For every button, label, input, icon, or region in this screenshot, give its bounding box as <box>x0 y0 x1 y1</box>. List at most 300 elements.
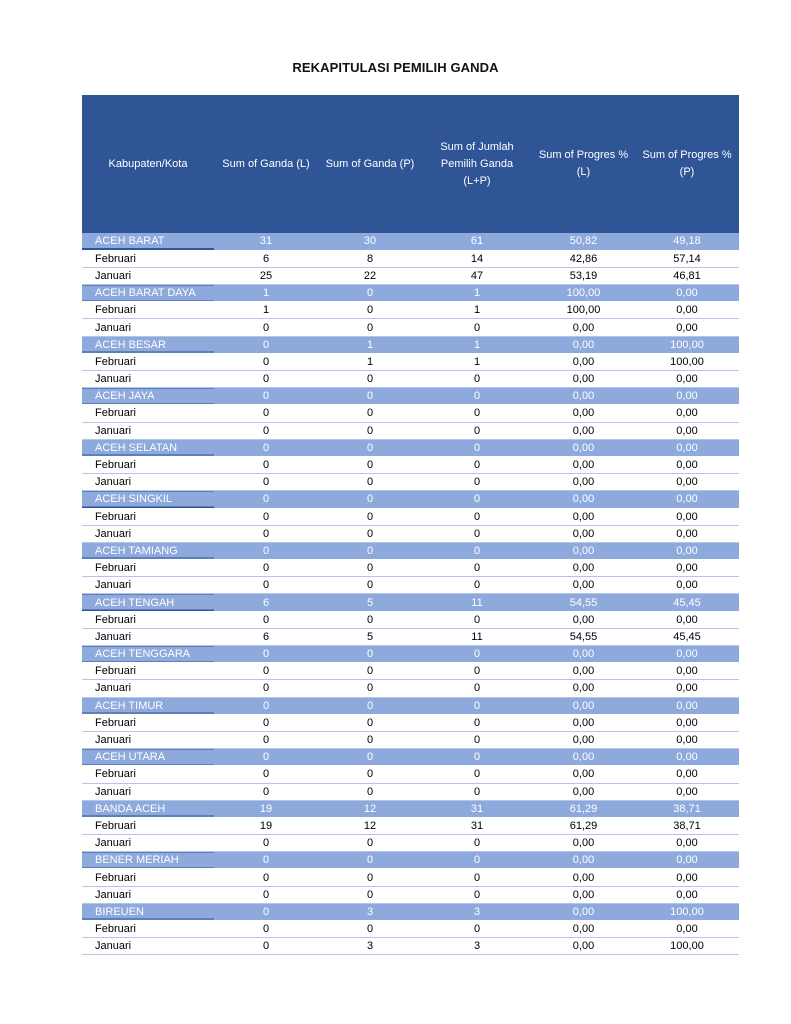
cell-jumlah: 0 <box>422 611 532 628</box>
cell-progres-p: 0,00 <box>635 646 739 663</box>
cell-ganda-p: 0 <box>318 714 422 731</box>
group-row <box>82 903 739 920</box>
cell-progres-l: 0,00 <box>532 783 635 800</box>
cell-ganda-p: 12 <box>318 800 422 817</box>
cell-progres-l: 0,00 <box>532 903 635 920</box>
month-row <box>82 474 739 491</box>
cell-kabupaten: Februari <box>82 302 214 319</box>
cell-jumlah: 3 <box>422 903 532 920</box>
cell-kabupaten: Februari <box>82 250 214 267</box>
cell-progres-p: 0,00 <box>635 388 739 405</box>
cell-kabupaten: Januari <box>82 267 214 284</box>
cell-ganda-p: 3 <box>318 903 422 920</box>
cell-kabupaten: Februari <box>82 921 214 938</box>
month-row <box>82 766 739 783</box>
month-row <box>82 560 739 577</box>
cell-ganda-l: 1 <box>214 285 318 302</box>
header-kabupaten: Kabupaten/Kota <box>82 95 214 233</box>
cell-progres-l: 0,00 <box>532 353 635 370</box>
cell-ganda-p: 5 <box>318 628 422 645</box>
month-row <box>82 663 739 680</box>
header-row <box>82 95 739 233</box>
cell-ganda-p: 0 <box>318 783 422 800</box>
header-progres-l <box>532 95 635 233</box>
cell-progres-p: 100,00 <box>635 938 739 955</box>
cell-ganda-l: 1 <box>214 302 318 319</box>
cell-progres-p: 0,00 <box>635 835 739 852</box>
cell-kabupaten: BANDA ACEH <box>82 800 214 817</box>
cell-kabupaten: Januari <box>82 577 214 594</box>
cell-progres-l: 0,00 <box>532 371 635 388</box>
cell-progres-l: 0,00 <box>532 869 635 886</box>
month-row <box>82 921 739 938</box>
cell-ganda-p: 0 <box>318 680 422 697</box>
cell-ganda-p: 1 <box>318 353 422 370</box>
cell-progres-l: 100,00 <box>532 285 635 302</box>
cell-kabupaten: ACEH UTARA <box>82 749 214 766</box>
cell-kabupaten: Januari <box>82 474 214 491</box>
cell-jumlah: 1 <box>422 336 532 353</box>
cell-kabupaten: Januari <box>82 886 214 903</box>
cell-ganda-p: 0 <box>318 525 422 542</box>
cell-jumlah: 0 <box>422 886 532 903</box>
cell-kabupaten: ACEH TENGGARA <box>82 646 214 663</box>
cell-ganda-l: 0 <box>214 542 318 559</box>
cell-jumlah: 0 <box>422 921 532 938</box>
cell-progres-p: 0,00 <box>635 663 739 680</box>
cell-kabupaten: ACEH SINGKIL <box>82 491 214 508</box>
cell-jumlah: 1 <box>422 285 532 302</box>
cell-progres-l: 0,00 <box>532 852 635 869</box>
cell-jumlah: 0 <box>422 852 532 869</box>
cell-ganda-l: 0 <box>214 921 318 938</box>
cell-ganda-p: 0 <box>318 456 422 473</box>
month-row <box>82 869 739 886</box>
cell-progres-l: 0,00 <box>532 388 635 405</box>
cell-jumlah: 0 <box>422 869 532 886</box>
cell-progres-p: 0,00 <box>635 302 739 319</box>
header-jumlah-label: Sum of Jumlah Pemilih Ganda (L+P) <box>440 140 514 187</box>
cell-progres-p: 0,00 <box>635 405 739 422</box>
cell-jumlah: 0 <box>422 577 532 594</box>
cell-jumlah: 0 <box>422 542 532 559</box>
cell-ganda-l: 0 <box>214 388 318 405</box>
group-row <box>82 285 739 302</box>
cell-progres-l: 0,00 <box>532 336 635 353</box>
month-row <box>82 714 739 731</box>
cell-ganda-l: 19 <box>214 817 318 834</box>
cell-progres-p: 0,00 <box>635 422 739 439</box>
cell-ganda-l: 0 <box>214 749 318 766</box>
month-row <box>82 405 739 422</box>
cell-ganda-p: 0 <box>318 508 422 525</box>
cell-kabupaten: Februari <box>82 766 214 783</box>
cell-kabupaten: BENER MERIAH <box>82 852 214 869</box>
cell-progres-l: 0,00 <box>532 525 635 542</box>
cell-progres-p: 38,71 <box>635 800 739 817</box>
cell-jumlah: 0 <box>422 405 532 422</box>
cell-kabupaten: ACEH TENGAH <box>82 594 214 611</box>
group-row <box>82 491 739 508</box>
cell-ganda-l: 0 <box>214 439 318 456</box>
cell-kabupaten: ACEH BARAT <box>82 233 214 250</box>
cell-kabupaten: Januari <box>82 371 214 388</box>
group-row <box>82 697 739 714</box>
cell-ganda-p: 22 <box>318 267 422 284</box>
month-row <box>82 611 739 628</box>
cell-jumlah: 0 <box>422 508 532 525</box>
cell-progres-p: 0,00 <box>635 525 739 542</box>
cell-ganda-l: 0 <box>214 371 318 388</box>
cell-ganda-p: 0 <box>318 542 422 559</box>
cell-jumlah: 0 <box>422 766 532 783</box>
cell-ganda-l: 0 <box>214 525 318 542</box>
cell-ganda-p: 0 <box>318 921 422 938</box>
cell-progres-l: 0,00 <box>532 766 635 783</box>
cell-progres-p: 0,00 <box>635 285 739 302</box>
cell-progres-l: 61,29 <box>532 817 635 834</box>
cell-progres-l: 0,00 <box>532 714 635 731</box>
cell-jumlah: 0 <box>422 663 532 680</box>
cell-kabupaten: ACEH JAYA <box>82 388 214 405</box>
cell-kabupaten: Februari <box>82 508 214 525</box>
cell-kabupaten: Januari <box>82 422 214 439</box>
cell-progres-l: 50,82 <box>532 233 635 250</box>
cell-kabupaten: ACEH TIMUR <box>82 697 214 714</box>
cell-kabupaten: Februari <box>82 714 214 731</box>
cell-progres-p: 100,00 <box>635 336 739 353</box>
cell-ganda-l: 0 <box>214 663 318 680</box>
cell-progres-l: 0,00 <box>532 680 635 697</box>
cell-ganda-p: 0 <box>318 439 422 456</box>
cell-ganda-l: 0 <box>214 783 318 800</box>
header-progres-p <box>635 95 739 233</box>
cell-ganda-p: 0 <box>318 852 422 869</box>
cell-jumlah: 11 <box>422 628 532 645</box>
cell-kabupaten: ACEH BESAR <box>82 336 214 353</box>
cell-ganda-l: 0 <box>214 903 318 920</box>
cell-progres-l: 0,00 <box>532 474 635 491</box>
cell-jumlah: 0 <box>422 680 532 697</box>
cell-kabupaten: Januari <box>82 525 214 542</box>
cell-ganda-p: 0 <box>318 577 422 594</box>
month-row <box>82 353 739 370</box>
cell-ganda-l: 0 <box>214 456 318 473</box>
cell-ganda-l: 0 <box>214 869 318 886</box>
cell-progres-l: 0,00 <box>532 560 635 577</box>
cell-kabupaten: Februari <box>82 663 214 680</box>
cell-progres-l: 0,00 <box>532 508 635 525</box>
cell-progres-p: 0,00 <box>635 869 739 886</box>
cell-jumlah: 0 <box>422 697 532 714</box>
cell-progres-l: 0,00 <box>532 439 635 456</box>
cell-ganda-l: 0 <box>214 491 318 508</box>
cell-ganda-p: 0 <box>318 766 422 783</box>
group-row <box>82 439 739 456</box>
cell-ganda-l: 0 <box>214 508 318 525</box>
cell-kabupaten: Januari <box>82 783 214 800</box>
cell-ganda-l: 0 <box>214 577 318 594</box>
cell-ganda-p: 0 <box>318 319 422 336</box>
group-row <box>82 336 739 353</box>
cell-progres-p: 0,00 <box>635 731 739 748</box>
cell-progres-p: 49,18 <box>635 233 739 250</box>
header-ganda-p: Sum of Ganda (P) <box>318 95 422 233</box>
cell-kabupaten: Januari <box>82 938 214 955</box>
header-progres-l-label: Sum of Progres % (L) <box>538 149 629 178</box>
month-row <box>82 628 739 645</box>
cell-jumlah: 11 <box>422 594 532 611</box>
cell-ganda-l: 0 <box>214 852 318 869</box>
cell-progres-p: 0,00 <box>635 886 739 903</box>
cell-progres-l: 61,29 <box>532 800 635 817</box>
month-row <box>82 267 739 284</box>
cell-ganda-p: 0 <box>318 886 422 903</box>
cell-jumlah: 14 <box>422 250 532 267</box>
cell-ganda-p: 3 <box>318 938 422 955</box>
group-row <box>82 542 739 559</box>
cell-jumlah: 1 <box>422 353 532 370</box>
cell-jumlah: 0 <box>422 474 532 491</box>
cell-kabupaten: BIREUEN <box>82 903 214 920</box>
cell-ganda-l: 0 <box>214 474 318 491</box>
group-row <box>82 388 739 405</box>
cell-jumlah: 0 <box>422 491 532 508</box>
cell-kabupaten: Februari <box>82 817 214 834</box>
group-row <box>82 852 739 869</box>
cell-kabupaten: Februari <box>82 560 214 577</box>
cell-kabupaten: ACEH BARAT DAYA <box>82 285 214 302</box>
group-row <box>82 749 739 766</box>
cell-progres-l: 0,00 <box>532 663 635 680</box>
cell-progres-l: 0,00 <box>532 405 635 422</box>
cell-progres-l: 0,00 <box>532 731 635 748</box>
cell-jumlah: 0 <box>422 371 532 388</box>
cell-progres-l: 0,00 <box>532 697 635 714</box>
cell-jumlah: 61 <box>422 233 532 250</box>
cell-ganda-l: 0 <box>214 611 318 628</box>
cell-ganda-l: 31 <box>214 233 318 250</box>
cell-progres-p: 0,00 <box>635 749 739 766</box>
cell-ganda-l: 0 <box>214 938 318 955</box>
header-ganda-l: Sum of Ganda (L) <box>214 95 318 233</box>
cell-ganda-p: 30 <box>318 233 422 250</box>
cell-ganda-p: 12 <box>318 817 422 834</box>
cell-jumlah: 47 <box>422 267 532 284</box>
month-row <box>82 302 739 319</box>
cell-jumlah: 1 <box>422 302 532 319</box>
cell-kabupaten: Januari <box>82 835 214 852</box>
cell-ganda-p: 8 <box>318 250 422 267</box>
cell-ganda-p: 0 <box>318 302 422 319</box>
cell-progres-l: 0,00 <box>532 835 635 852</box>
cell-ganda-p: 0 <box>318 491 422 508</box>
cell-progres-p: 0,00 <box>635 319 739 336</box>
cell-ganda-l: 25 <box>214 267 318 284</box>
cell-ganda-p: 0 <box>318 560 422 577</box>
month-row <box>82 250 739 267</box>
cell-jumlah: 31 <box>422 800 532 817</box>
cell-jumlah: 0 <box>422 783 532 800</box>
cell-progres-p: 0,00 <box>635 577 739 594</box>
cell-jumlah: 0 <box>422 388 532 405</box>
cell-ganda-l: 0 <box>214 886 318 903</box>
cell-ganda-p: 0 <box>318 611 422 628</box>
cell-progres-p: 0,00 <box>635 474 739 491</box>
cell-progres-l: 0,00 <box>532 938 635 955</box>
cell-progres-p: 0,00 <box>635 439 739 456</box>
cell-ganda-p: 1 <box>318 336 422 353</box>
cell-ganda-p: 0 <box>318 646 422 663</box>
month-row <box>82 422 739 439</box>
cell-progres-l: 53,19 <box>532 267 635 284</box>
month-row <box>82 577 739 594</box>
cell-ganda-p: 0 <box>318 749 422 766</box>
cell-ganda-l: 6 <box>214 594 318 611</box>
cell-progres-p: 57,14 <box>635 250 739 267</box>
cell-progres-p: 45,45 <box>635 628 739 645</box>
cell-ganda-p: 0 <box>318 285 422 302</box>
cell-progres-p: 38,71 <box>635 817 739 834</box>
cell-ganda-l: 0 <box>214 731 318 748</box>
cell-progres-l: 0,00 <box>532 456 635 473</box>
month-row <box>82 680 739 697</box>
cell-jumlah: 0 <box>422 439 532 456</box>
month-row <box>82 783 739 800</box>
cell-progres-p: 0,00 <box>635 783 739 800</box>
cell-progres-l: 0,00 <box>532 611 635 628</box>
cell-progres-p: 0,00 <box>635 921 739 938</box>
cell-ganda-l: 0 <box>214 319 318 336</box>
month-row <box>82 456 739 473</box>
page-title: REKAPITULASI PEMILIH GANDA <box>292 60 499 75</box>
cell-progres-l: 54,55 <box>532 628 635 645</box>
cell-ganda-p: 0 <box>318 388 422 405</box>
cell-jumlah: 31 <box>422 817 532 834</box>
cell-jumlah: 0 <box>422 456 532 473</box>
cell-ganda-l: 0 <box>214 405 318 422</box>
cell-kabupaten: Januari <box>82 680 214 697</box>
cell-progres-l: 42,86 <box>532 250 635 267</box>
cell-ganda-p: 0 <box>318 835 422 852</box>
cell-progres-p: 0,00 <box>635 542 739 559</box>
cell-ganda-p: 0 <box>318 474 422 491</box>
group-row <box>82 800 739 817</box>
table-body <box>82 233 739 955</box>
month-row <box>82 525 739 542</box>
cell-jumlah: 0 <box>422 835 532 852</box>
cell-jumlah: 0 <box>422 560 532 577</box>
cell-progres-l: 0,00 <box>532 921 635 938</box>
month-row <box>82 835 739 852</box>
cell-progres-p: 0,00 <box>635 714 739 731</box>
cell-progres-p: 45,45 <box>635 594 739 611</box>
cell-ganda-p: 0 <box>318 663 422 680</box>
cell-jumlah: 0 <box>422 525 532 542</box>
cell-progres-p: 0,00 <box>635 852 739 869</box>
cell-ganda-l: 0 <box>214 353 318 370</box>
cell-ganda-l: 0 <box>214 714 318 731</box>
group-row <box>82 233 739 250</box>
cell-progres-p: 0,00 <box>635 680 739 697</box>
cell-kabupaten: Februari <box>82 353 214 370</box>
cell-ganda-l: 0 <box>214 835 318 852</box>
cell-ganda-l: 0 <box>214 680 318 697</box>
cell-progres-p: 0,00 <box>635 456 739 473</box>
cell-ganda-p: 0 <box>318 405 422 422</box>
cell-ganda-l: 6 <box>214 250 318 267</box>
cell-progres-l: 0,00 <box>532 646 635 663</box>
cell-progres-l: 0,00 <box>532 542 635 559</box>
cell-progres-p: 0,00 <box>635 697 739 714</box>
cell-progres-p: 100,00 <box>635 353 739 370</box>
month-row <box>82 371 739 388</box>
cell-ganda-l: 0 <box>214 560 318 577</box>
cell-progres-p: 0,00 <box>635 491 739 508</box>
cell-jumlah: 0 <box>422 749 532 766</box>
group-row <box>82 594 739 611</box>
cell-ganda-p: 5 <box>318 594 422 611</box>
cell-progres-p: 46,81 <box>635 267 739 284</box>
cell-ganda-l: 0 <box>214 646 318 663</box>
cell-ganda-p: 0 <box>318 371 422 388</box>
cell-ganda-p: 0 <box>318 697 422 714</box>
cell-kabupaten: Februari <box>82 456 214 473</box>
cell-ganda-l: 0 <box>214 422 318 439</box>
cell-progres-p: 0,00 <box>635 560 739 577</box>
cell-kabupaten: Januari <box>82 731 214 748</box>
recap-table <box>82 95 739 955</box>
cell-jumlah: 0 <box>422 731 532 748</box>
cell-ganda-p: 0 <box>318 869 422 886</box>
cell-kabupaten: Januari <box>82 319 214 336</box>
month-row <box>82 731 739 748</box>
cell-progres-p: 0,00 <box>635 508 739 525</box>
cell-progres-p: 0,00 <box>635 766 739 783</box>
cell-progres-l: 0,00 <box>532 319 635 336</box>
cell-progres-l: 0,00 <box>532 577 635 594</box>
cell-kabupaten: ACEH TAMIANG <box>82 542 214 559</box>
cell-kabupaten: Februari <box>82 869 214 886</box>
month-row <box>82 938 739 955</box>
cell-jumlah: 0 <box>422 422 532 439</box>
cell-kabupaten: Februari <box>82 611 214 628</box>
cell-progres-l: 54,55 <box>532 594 635 611</box>
month-row <box>82 886 739 903</box>
cell-progres-l: 0,00 <box>532 886 635 903</box>
cell-ganda-l: 6 <box>214 628 318 645</box>
month-row <box>82 319 739 336</box>
cell-ganda-l: 19 <box>214 800 318 817</box>
cell-ganda-l: 0 <box>214 697 318 714</box>
cell-kabupaten: Februari <box>82 405 214 422</box>
month-row <box>82 817 739 834</box>
table-header <box>82 95 739 233</box>
cell-progres-l: 0,00 <box>532 491 635 508</box>
cell-kabupaten: ACEH SELATAN <box>82 439 214 456</box>
cell-jumlah: 0 <box>422 319 532 336</box>
group-row <box>82 646 739 663</box>
cell-jumlah: 0 <box>422 646 532 663</box>
cell-ganda-p: 0 <box>318 731 422 748</box>
cell-jumlah: 0 <box>422 714 532 731</box>
cell-progres-l: 0,00 <box>532 749 635 766</box>
cell-jumlah: 3 <box>422 938 532 955</box>
header-progres-p-label: Sum of Progres % (P) <box>642 149 732 178</box>
month-row <box>82 508 739 525</box>
header-jumlah <box>422 95 532 233</box>
cell-ganda-p: 0 <box>318 422 422 439</box>
